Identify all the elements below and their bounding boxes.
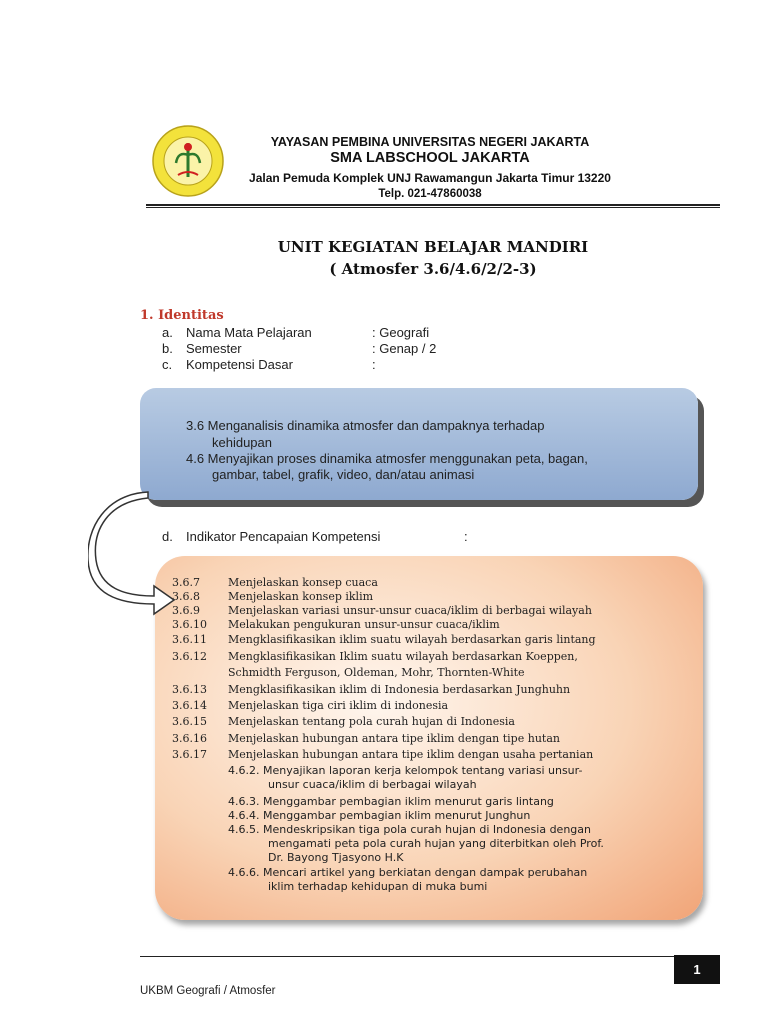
row-letter: b.: [162, 341, 173, 356]
row-letter: d.: [162, 529, 173, 544]
indicator-code: 3.6.7: [172, 576, 200, 589]
kd-line: gambar, tabel, grafik, video, dan/atau animasi: [212, 467, 475, 482]
curved-arrow-icon: [88, 490, 178, 630]
document-subtitle: ( Atmosfer 3.6/4.6/2/2-3): [329, 260, 537, 278]
indicator-text: Menjelaskan tentang pola curah hujan di Indonesia: [228, 715, 515, 728]
indicator-code: 3.6.12: [172, 650, 207, 663]
indicator-text: Menjelaskan konsep iklim: [228, 590, 374, 603]
indicator-text: Melakukan pengukuran unsur-unsur cuaca/iklim: [228, 618, 500, 631]
footer-rule: [140, 956, 720, 957]
skill-indicator: Dr. Bayong Tjasyono H.K: [268, 851, 404, 864]
indicator-code: 3.6.11: [172, 633, 207, 646]
row-label: Kompetensi Dasar: [186, 357, 293, 372]
indicator-code: 3.6.10: [172, 618, 207, 631]
skill-indicator: iklim terhadap kehidupan di muka bumi: [268, 880, 488, 893]
indicator-text: Menjelaskan variasi unsur-unsur cuaca/iklim di berbagai wilayah: [228, 604, 592, 617]
indicator-code: 3.6.13: [172, 683, 207, 696]
indicator-text: Menjelaskan tiga ciri iklim di indonesia: [228, 699, 449, 712]
row-letter: a.: [162, 325, 173, 340]
school-address: Jalan Pemuda Komplek UNJ Rawamangun Jakarta Timur 13220: [249, 171, 611, 185]
indicator-text: Menjelaskan konsep cuaca: [228, 576, 378, 589]
skill-indicator: unsur cuaca/iklim di berbagai wilayah: [268, 778, 477, 791]
school-name: SMA LABSCHOOL JAKARTA: [330, 150, 530, 166]
page-number: 1: [674, 955, 720, 984]
skill-indicator: 4.6.4. Menggambar pembagian iklim menurut Junghun: [228, 809, 531, 822]
row-value: : Genap / 2: [372, 341, 437, 356]
row-letter: c.: [162, 357, 173, 372]
skill-indicator: 4.6.3. Menggambar pembagian iklim menurut garis lintang: [228, 795, 554, 808]
indikator-box: [155, 556, 703, 920]
footer-text: UKBM Geografi / Atmosfer: [140, 985, 276, 997]
indicator-code: 3.6.14: [172, 699, 207, 712]
skill-indicator: 4.6.5. Mendeskripsikan tiga pola curah hujan di Indonesia dengan: [228, 823, 591, 836]
school-logo: [152, 125, 224, 197]
letterhead-rule: [146, 204, 720, 206]
indicator-code: 3.6.8: [172, 590, 200, 603]
indicator-code: 3.6.15: [172, 715, 207, 728]
indicator-text: Mengklasifikasikan iklim di Indonesia berdasarkan Junghuhn: [228, 683, 571, 696]
section-heading-identitas: 1. Identitas: [140, 308, 224, 323]
row-label: Nama Mata Pelajaran: [186, 325, 312, 340]
row-label: Semester: [186, 341, 242, 356]
foundation-name: YAYASAN PEMBINA UNIVERSITAS NEGERI JAKARTA: [270, 135, 590, 149]
indicator-code: 3.6.9: [172, 604, 200, 617]
row-label: Indikator Pencapaian Kompetensi: [186, 529, 381, 544]
school-phone: Telp. 021-47860038: [378, 188, 482, 200]
document-title: UNIT KEGIATAN BELAJAR MANDIRI: [277, 238, 589, 256]
kompetensi-dasar-box: [140, 388, 698, 500]
letterhead-rule-thin: [146, 207, 720, 208]
indicator-text: Mengklasifikasikan iklim suatu wilayah berdasarkan garis lintang: [228, 633, 596, 646]
indicator-code: 3.6.16: [172, 732, 207, 745]
skill-indicator: 4.6.6. Mencari artikel yang berkiatan dengan dampak perubahan: [228, 866, 588, 879]
kd-line: kehidupan: [212, 435, 272, 450]
row-value: :: [464, 529, 468, 544]
row-value: : Geografi: [372, 325, 430, 340]
indicator-text: Menjelaskan hubungan antara tipe iklim dengan usaha pertanian: [228, 748, 594, 761]
kd-line: 4.6 Menyajikan proses dinamika atmosfer menggunakan peta, bagan,: [186, 451, 588, 466]
indicator-text: Mengklasifikasikan Iklim suatu wilayah berdasarkan Koeppen,: [228, 650, 578, 663]
indicator-code: 3.6.17: [172, 748, 207, 761]
row-value: :: [372, 357, 376, 372]
kd-line: 3.6 Menganalisis dinamika atmosfer dan dampaknya terhadap: [186, 418, 545, 433]
indicator-text: Schmidth Ferguson, Oldeman, Mohr, Thornten-White: [228, 666, 525, 679]
skill-indicator: mengamati peta pola curah hujan yang diterbitkan oleh Prof.: [268, 837, 604, 850]
indicator-text: Menjelaskan hubungan antara tipe iklim dengan tipe hutan: [228, 732, 560, 745]
skill-indicator: 4.6.2. Menyajikan laporan kerja kelompok tentang variasi unsur-: [228, 764, 583, 777]
